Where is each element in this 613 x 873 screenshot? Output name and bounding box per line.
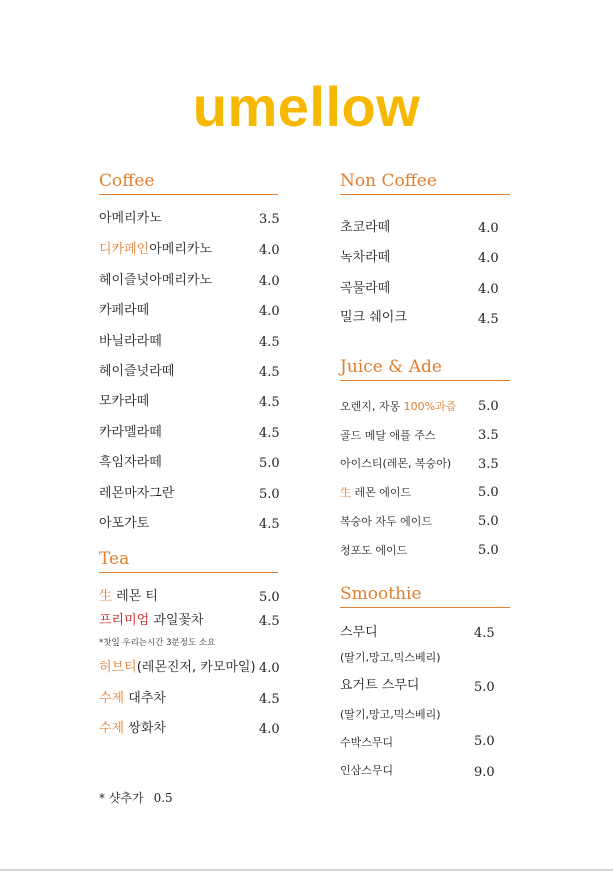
tea-note: *찻잎 우리는시간 3분정도 소요 bbox=[99, 638, 216, 648]
menu-price: 5.0 bbox=[259, 487, 280, 502]
menu-item: 수박스무디 bbox=[340, 736, 394, 749]
menu-price: 5.0 bbox=[478, 399, 499, 414]
menu-item-options: (딸기,망고,믹스베리) bbox=[340, 708, 441, 721]
menu-price: 4.0 bbox=[478, 282, 499, 297]
shot-addon-note: * 샷추가 0.5 bbox=[99, 791, 173, 805]
menu-price: 4.0 bbox=[259, 304, 280, 319]
menu-item: 복숭아 자두 에이드 bbox=[340, 515, 433, 528]
section-non-coffee bbox=[340, 170, 510, 195]
section-title-tea: Tea bbox=[99, 548, 278, 573]
menu-item: 청포도 에이드 bbox=[340, 544, 408, 557]
menu-price: 4.5 bbox=[259, 426, 280, 441]
menu-item: 밀크 쉐이크 bbox=[340, 310, 407, 325]
menu-item: 곡물라떼 bbox=[340, 281, 391, 296]
menu-price: 4.5 bbox=[259, 692, 280, 707]
menu-item: 헤이즐넛라떼 bbox=[99, 364, 175, 379]
menu-item: 수제 쌍화차 bbox=[99, 721, 166, 736]
menu-item: 골드 메달 애플 주스 bbox=[340, 429, 436, 442]
menu-item: 레몬마자그란 bbox=[99, 486, 175, 501]
menu-price: 3.5 bbox=[478, 457, 499, 472]
menu-item: 아이스티(레몬, 복숭아) bbox=[340, 457, 452, 470]
menu-price: 5.0 bbox=[474, 680, 495, 695]
menu-item: 디카페인아메리카노 bbox=[99, 242, 213, 257]
menu-price: 4.0 bbox=[478, 251, 499, 266]
menu-price: 5.0 bbox=[474, 734, 495, 749]
menu-item: 바닐라라떼 bbox=[99, 334, 162, 349]
menu-price: 4.5 bbox=[259, 395, 280, 410]
menu-price: 4.0 bbox=[259, 274, 280, 289]
menu-price: 5.0 bbox=[478, 514, 499, 529]
menu-item: 수제 대추차 bbox=[99, 691, 166, 706]
menu-price: 4.0 bbox=[259, 243, 280, 258]
menu-price: 4.5 bbox=[259, 614, 280, 629]
menu-item: 녹차라떼 bbox=[340, 250, 391, 265]
menu-item: 프리미엄 과일꽃차 bbox=[99, 613, 204, 628]
menu-price: 4.5 bbox=[259, 365, 280, 380]
menu-price: 9.0 bbox=[474, 765, 495, 780]
menu-item: 흑임자라떼 bbox=[99, 455, 162, 470]
section-juice bbox=[340, 356, 510, 381]
menu-price: 3.5 bbox=[478, 428, 499, 443]
menu-item: 모카라떼 bbox=[99, 394, 150, 409]
menu-price: 5.0 bbox=[259, 456, 280, 471]
section-tea bbox=[99, 548, 278, 573]
menu-price: 4.0 bbox=[259, 722, 280, 737]
brand-logo: umellow bbox=[192, 75, 421, 138]
menu-item: 生 레몬 에이드 bbox=[340, 486, 412, 499]
menu-price: 4.5 bbox=[478, 312, 499, 327]
section-title-smoothie: Smoothie bbox=[340, 583, 510, 608]
menu-price: 5.0 bbox=[478, 485, 499, 500]
menu-price: 3.5 bbox=[259, 212, 280, 227]
page-bottom-divider bbox=[0, 869, 613, 871]
section-title-non-coffee: Non Coffee bbox=[340, 170, 510, 195]
menu-item: 허브티(레몬진저, 카모마일) bbox=[99, 660, 256, 675]
menu-item-options: (딸기,망고,믹스베리) bbox=[340, 651, 441, 664]
menu-item: 카라멜라떼 bbox=[99, 425, 162, 440]
menu-price: 5.0 bbox=[259, 590, 280, 605]
section-title-juice: Juice & Ade bbox=[340, 356, 510, 381]
section-smoothie bbox=[340, 583, 510, 608]
menu-item: 인삼스무디 bbox=[340, 764, 394, 777]
menu-item: 生 레몬 티 bbox=[99, 589, 158, 604]
menu-price: 4.5 bbox=[259, 335, 280, 350]
section-title-coffee: Coffee bbox=[99, 170, 278, 195]
menu-price: 5.0 bbox=[478, 543, 499, 558]
menu-price: 4.5 bbox=[474, 626, 495, 641]
menu-item: 헤이즐넛아메리카노 bbox=[99, 273, 213, 288]
menu-price: 4.0 bbox=[478, 221, 499, 236]
menu-item: 초코라떼 bbox=[340, 220, 391, 235]
section-coffee bbox=[99, 170, 278, 195]
menu-item: 스무디 bbox=[340, 625, 378, 640]
menu-item: 아메리카노 bbox=[99, 211, 162, 226]
menu-item: 요거트 스무디 bbox=[340, 678, 420, 693]
menu-item: 아포가토 bbox=[99, 516, 150, 531]
menu-price: 4.0 bbox=[259, 661, 280, 676]
menu-item: 카페라떼 bbox=[99, 303, 150, 318]
menu-item: 오렌지, 자몽 100%과즙 bbox=[340, 400, 457, 413]
menu-price: 4.5 bbox=[259, 517, 280, 532]
